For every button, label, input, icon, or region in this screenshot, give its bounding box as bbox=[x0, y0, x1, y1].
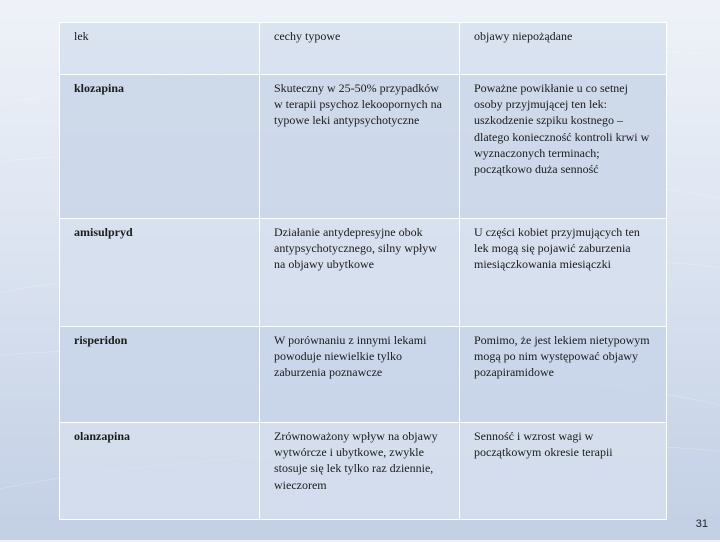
table-header-row bbox=[60, 23, 667, 75]
drug-name-cell: olanzapina bbox=[60, 423, 260, 520]
drug-name-cell: risperidon bbox=[60, 327, 260, 423]
features-cell: Skuteczny w 25-50% przypadków w terapii psychoz lekoopornych na typowe leki antypsychotyczne bbox=[260, 75, 460, 219]
page-number: 31 bbox=[695, 518, 708, 530]
table-row bbox=[60, 423, 667, 520]
drug-name-cell: amisulpryd bbox=[60, 219, 260, 327]
features-cell: W porównaniu z innymi lekami powoduje niewielkie tylko zaburzenia poznawcze bbox=[260, 327, 460, 423]
side-effects-cell: Senność i wzrost wagi w początkowym okresie terapii bbox=[460, 423, 667, 520]
drug-comparison-table bbox=[59, 22, 667, 520]
features-cell: Zrównoważony wpływ na objawy wytwórcze i ubytkowe, zwykle stosuje się lek tylko raz dziennie, wieczorem bbox=[260, 423, 460, 520]
table-row bbox=[60, 219, 667, 327]
table-row bbox=[60, 75, 667, 219]
drug-name-cell: klozapina bbox=[60, 75, 260, 219]
header-cell-features: cechy typowe bbox=[260, 23, 460, 75]
side-effects-cell: U części kobiet przyjmujących ten lek mogą się pojawić zaburzenia miesiączkowania miesiączki bbox=[460, 219, 667, 327]
header-cell-side-effects: objawy niepożądane bbox=[460, 23, 667, 75]
side-effects-cell: Poważne powikłanie u co setnej osoby przyjmującej ten lek: uszkodzenie szpiku kostnego – dlatego konieczność kontroli krwi w wyznaczonych terminach; początkowo duża senność bbox=[460, 75, 667, 219]
table-row bbox=[60, 327, 667, 423]
header-cell-drug: lek bbox=[60, 23, 260, 75]
features-cell: Działanie antydepresyjne obok antypsychotycznego, silny wpływ na objawy ubytkowe bbox=[260, 219, 460, 327]
side-effects-cell: Pomimo, że jest lekiem nietypowym mogą po nim występować objawy pozapiramidowe bbox=[460, 327, 667, 423]
